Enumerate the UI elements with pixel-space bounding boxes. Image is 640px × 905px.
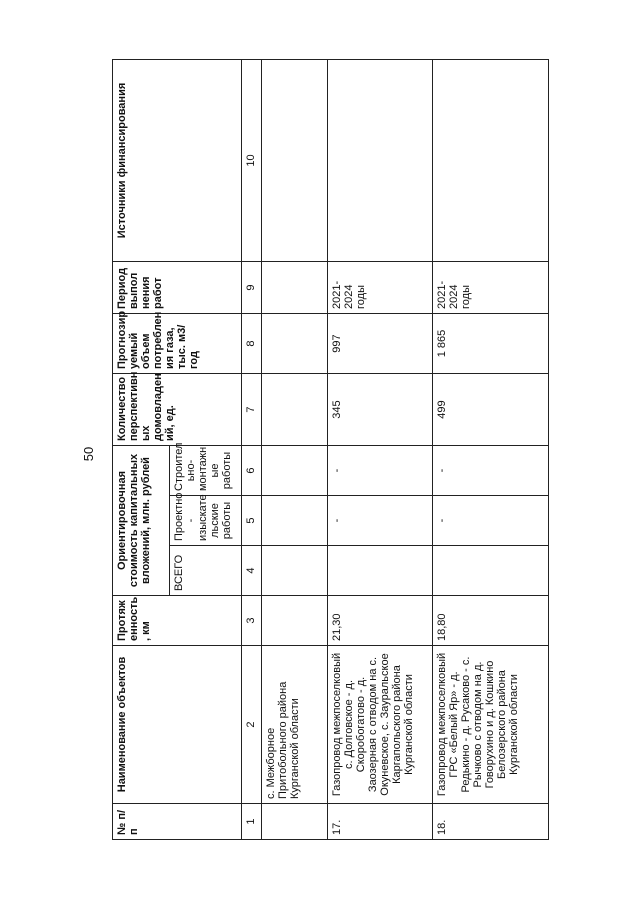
cell-num: [261, 804, 327, 840]
header-sources: Источники финансирования: [113, 60, 242, 262]
cell-length: 18,80: [433, 596, 549, 646]
cell-design: -: [327, 496, 432, 546]
cell-sources: [327, 60, 432, 262]
header-length: Протяж енность , км: [113, 596, 242, 646]
column-number: 7: [241, 374, 261, 446]
rotated-table-container: [112, 60, 549, 840]
investment-table: [112, 59, 549, 840]
header-num: № п/п: [113, 804, 242, 840]
header-name: Наименование объектов: [113, 646, 242, 804]
cell-total: [261, 546, 327, 596]
cell-households: [261, 374, 327, 446]
header-gas-volume: Прогнозир уемый объем потреблен ия газа, тыс. м3/год: [113, 314, 242, 374]
cell-construction: [261, 446, 327, 496]
column-number: 8: [241, 314, 261, 374]
cell-total: [433, 546, 549, 596]
cell-sources: [261, 60, 327, 262]
cell-gas-volume: 1 865: [433, 314, 549, 374]
table-row: [261, 60, 327, 840]
cell-length: [261, 596, 327, 646]
header-construction: Строител ьно- монтажн ые работы: [170, 446, 241, 496]
column-number: 3: [241, 596, 261, 646]
column-number: 9: [241, 262, 261, 314]
cell-num: 18.: [433, 804, 549, 840]
header-households: Количество перспективн ых домовладен ий, ед.: [113, 374, 242, 446]
cell-period: [261, 262, 327, 314]
cell-period: 2021-2024 годы: [433, 262, 549, 314]
header-period: Период выпол нения работ: [113, 262, 242, 314]
cell-design: -: [433, 496, 549, 546]
cell-name: Газопровод межпоселковый ГРС «Белый Яр» - д. Редькино - д. Русаково - с. Рычково с отводом на д. Говорухино и д. Кошкино Белозерского района Курганской области: [433, 646, 549, 804]
cell-name: Газопровод межпоселковый с. Долговское - д. Скоробогатово - д. Заозерная с отводом на с. Окуневское, с. Зауральское Каргапольского района Курганской области: [327, 646, 432, 804]
cell-sources: [433, 60, 549, 262]
cell-total: [327, 546, 432, 596]
column-number: 5: [241, 496, 261, 546]
column-number: 1: [241, 804, 261, 840]
cell-households: 499: [433, 374, 549, 446]
cell-length: 21,30: [327, 596, 432, 646]
column-number: 10: [241, 60, 261, 262]
column-number: 4: [241, 546, 261, 596]
header-design: Проектно - изыскате льские работы: [170, 496, 241, 546]
table-row: [433, 60, 549, 840]
header-row: [113, 60, 170, 840]
cell-construction: -: [327, 446, 432, 496]
page-number: 50: [80, 446, 96, 462]
cell-design: [261, 496, 327, 546]
table-row: [327, 60, 432, 840]
cell-households: 345: [327, 374, 432, 446]
column-number-row: [241, 60, 261, 840]
cell-num: 17.: [327, 804, 432, 840]
column-number: 6: [241, 446, 261, 496]
column-number: 2: [241, 646, 261, 804]
header-cost-group: Ориентировочная стоимость капитальных вложений, млн. рублей: [113, 446, 170, 596]
cell-name: с. Межборное Притобольного района Курганской области: [261, 646, 327, 804]
cell-gas-volume: 997: [327, 314, 432, 374]
cell-construction: -: [433, 446, 549, 496]
cell-gas-volume: [261, 314, 327, 374]
header-total: ВСЕГО: [170, 546, 241, 596]
cell-period: 2021-2024 годы: [327, 262, 432, 314]
